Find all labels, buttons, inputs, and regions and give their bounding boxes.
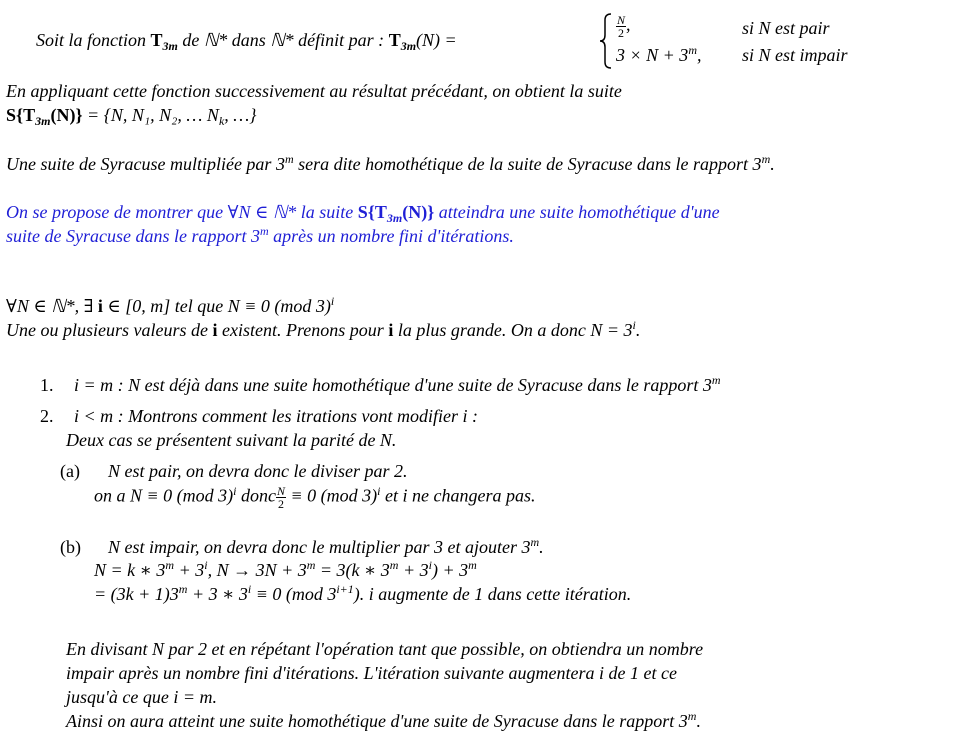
list-item-2-subtext: Deux cas se présentent suivant la parité de N. bbox=[66, 430, 397, 450]
para3-line2: suite de Syracuse dans le rapport 3$^m$ après un nombre fini d'itérations. bbox=[6, 224, 514, 246]
definition-intro: Soit la fonction $T_{3m}$ de ℕ* dans ℕ* définit par : $T_{3m}(N)$ = bbox=[36, 30, 457, 53]
sub-item-a-line2: on a N ≡ 0 (mod 3)$^i$ donc $\frac{N}{2}$ ≡ 0 (mod 3)$^i$ et i ne changera pas. bbox=[94, 483, 536, 511]
list-item-1-text: i = m : N est déjà dans une suite homothétique d'une suite de Syracuse dans le rapport 3$^m$ bbox=[74, 373, 721, 395]
list-item-1-number: 1. bbox=[40, 375, 54, 395]
sub-item-a-line1: N est pair, on devra donc le diviser par 2. bbox=[108, 461, 408, 481]
para1-line1: En appliquant cette fonction successivement au résultat précédant, on obtient la suite bbox=[6, 81, 622, 101]
case-odd-expr: $3 \times N + 3^m$, bbox=[616, 43, 702, 65]
sub-item-b-label: (b) bbox=[60, 537, 81, 557]
case-odd-condition: si N est impair bbox=[742, 45, 848, 65]
para4-line1: ∀N ∈ ℕ*, ∃ i ∈ [0, m] tel que N ≡ 0 (mod 3)$^i$ bbox=[6, 294, 335, 316]
sub-item-b-line3: = $(3k + 1)3^m + 3$ ∗ $3^i \equiv 0$ (mod $3^{i+1}$). i augmente de 1 dans cette itération. bbox=[94, 582, 632, 604]
sub-item-a-label: (a) bbox=[60, 461, 80, 481]
case-even-expr: $\frac{N}{2}$ , bbox=[617, 13, 631, 40]
sub-item-b-line2: N = k ∗ $3^m + 3^i$, $N \to 3N + 3^m = 3(k$ ∗ $3^m + 3^i) + 3^m$ bbox=[94, 558, 477, 580]
para1-line2: $S\{T_{3m}(N)\} = \{N$, N₁, N₂, … $N_k$, …} bbox=[6, 105, 257, 128]
conclusion-line1: En divisant N par 2 et en répétant l'opération tant que possible, on obtiendra un nombre bbox=[66, 639, 704, 659]
para3-line1: On se propose de montrer que ∀N ∈ ℕ* la suite $S\{T_{3m}(N)\}$ atteindra une suite homothétique d'une bbox=[6, 202, 720, 225]
conclusion-line3: jusqu'à ce que i = m. bbox=[66, 687, 217, 707]
list-item-2-text: i < m : Montrons comment les itrations vont modifier i : bbox=[74, 406, 478, 426]
para4-line2: Une ou plusieurs valeurs de i existent. Prenons pour i la plus grande. On a donc $N = 3^i$. bbox=[6, 318, 641, 340]
case-even-condition: si N est pair bbox=[742, 18, 830, 38]
conclusion-line2: impair après un nombre fini d'itérations. L'itération suivante augmentera i de 1 et ce bbox=[66, 663, 677, 683]
para2-line: Une suite de Syracuse multipliée par 3$^m$ sera dite homothétique de la suite de Syracuse dans le rapport 3$^m$. bbox=[6, 152, 775, 174]
sub-item-b-line1: N est impair, on devra donc le multiplier par 3 et ajouter 3$^m$. bbox=[108, 535, 544, 557]
list-item-2-number: 2. bbox=[40, 406, 54, 426]
conclusion-line4: Ainsi on aura atteint une suite homothétique d'une suite de Syracuse dans le rapport 3$^m$. bbox=[66, 709, 701, 731]
fraction-n-over-2-inline: $\frac{N}{2}$ bbox=[276, 484, 285, 511]
fraction-n-over-2: $\frac{N}{2}$ bbox=[617, 13, 626, 40]
cases-brace bbox=[599, 12, 613, 70]
